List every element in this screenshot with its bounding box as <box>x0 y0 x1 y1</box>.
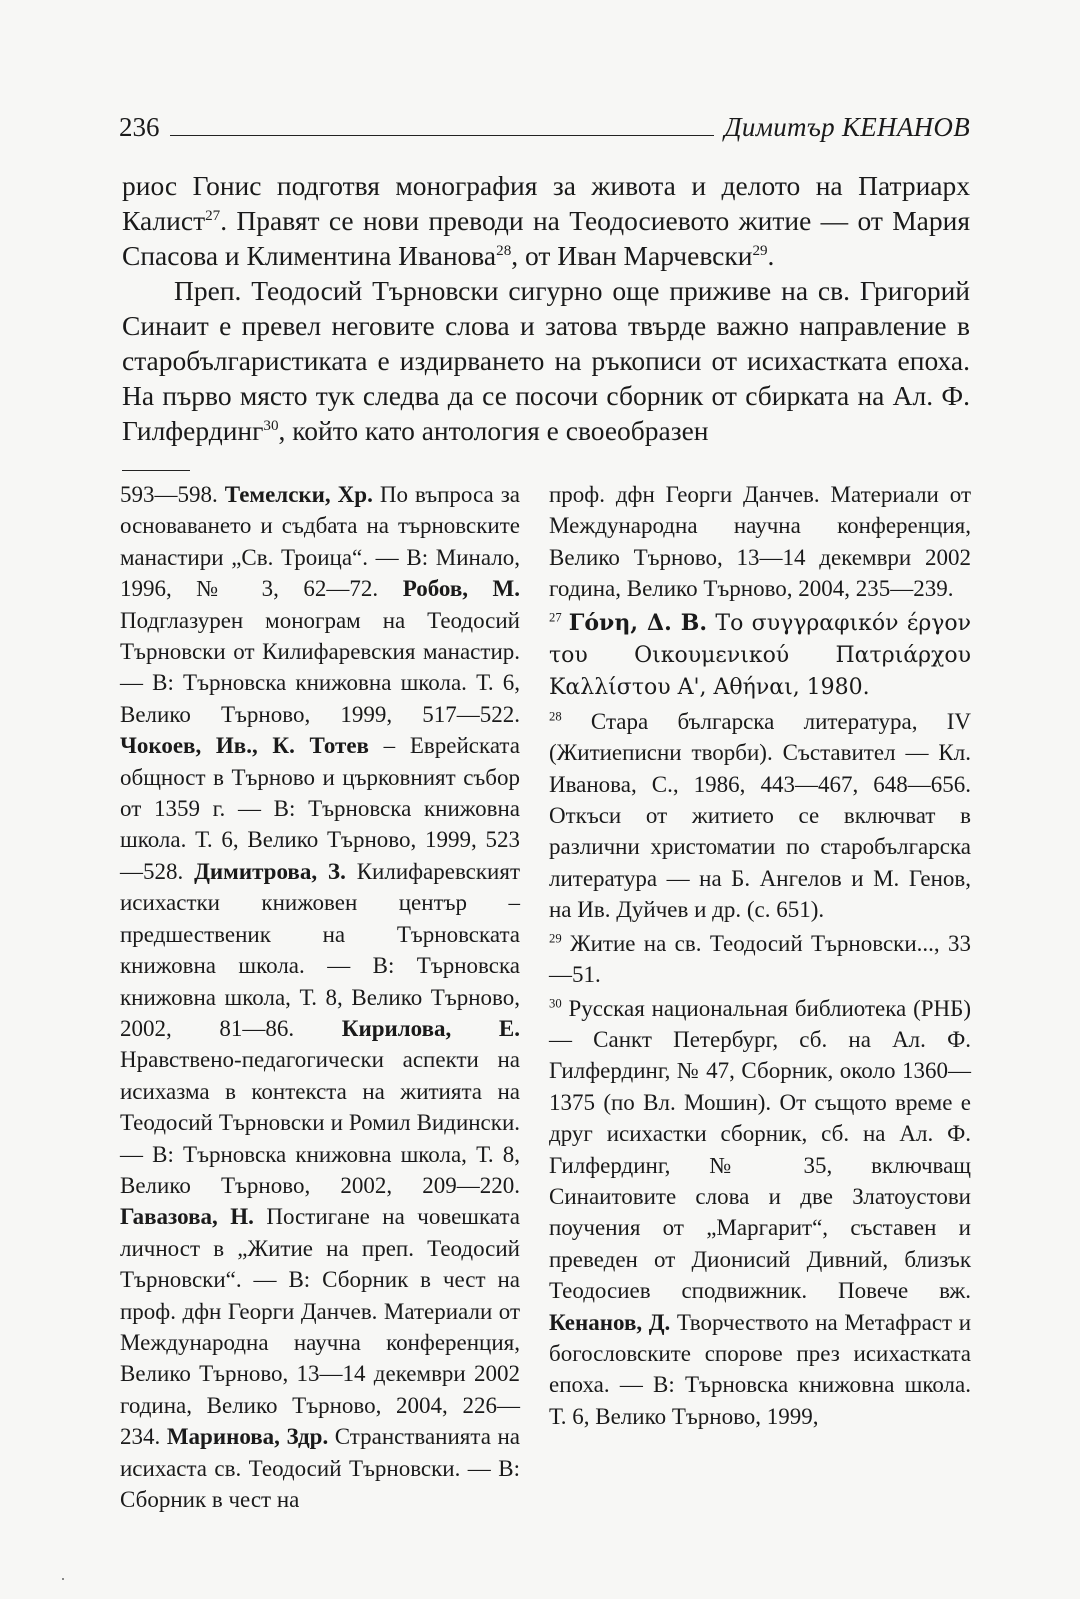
text-run: , от Иван Марчевски <box>511 240 753 271</box>
text-run: Постигане на човешката личност в „Житие на преп. Теодосий Търновски“. — В: Сборник в чест на проф. дфн Георги Данчев. Материали от Международна научна конференция, Велико Търново, 13—14 декември 2002 година, Велико Търново, 2004, 226—234. <box>120 1204 520 1450</box>
text-run: Творчеството на Метафраст и богословските спорове през исихастката епоха. — В: Търновска книжовна школа. Т. 6, Велико Търново, 1999, <box>549 1309 972 1429</box>
running-head: Димитър КЕНАНОВ <box>724 112 970 142</box>
author-name: Робов, М. <box>402 576 521 602</box>
text-run: . <box>767 240 775 271</box>
footnote-ref-27: 27 <box>205 207 221 224</box>
footnote-28 <box>549 706 971 926</box>
author-name: Γόνη, Δ. Β. <box>568 609 708 636</box>
author-name: Димитрова, З. <box>194 858 346 884</box>
text-run: Стара българска литература, IV (Житиеписни творби). Съставител — Кл. Иванова, С., 1986, 443—467, 648—656. Откъси от житието се включват в различни христоматии по старобългарска литература — на Б. Ангелов и М. Генов, на Ив. Дуйчев и др. (с. 651). <box>549 708 971 923</box>
text-run: Странстванията на исихаста св. Теодосий Търновски. — В: Сборник в чест на <box>120 1424 520 1512</box>
text-run: Το συγγραφικόν έργον του Οικουμενικού Πατριάρχου Καλλίστου Α', Αθήναι, 1980. <box>549 610 972 701</box>
author-name: Чокоев, Ив., К. Тотев <box>120 733 369 759</box>
text-run: Подглазурен монограм на Теодосий Търновски от Килифаревския манастир. — В: Търновска книжовна школа. Т. 6, Велико Търново, 1999, 517—522. <box>120 607 520 727</box>
footnote-29 <box>549 928 971 991</box>
header-rule <box>170 135 715 136</box>
author-name: Кирилова, Е. <box>341 1015 520 1041</box>
author-name: Маринова, Здр. <box>166 1424 329 1450</box>
text-run: По въпроса за основаването и съдбата на търновските манастири „Св. Троица“. — В: Минало, 1996, № 3, 62—72. <box>120 482 520 602</box>
paragraph-1 <box>122 168 970 273</box>
footnote-number: 29 <box>549 931 562 946</box>
scan-speck <box>62 1578 64 1580</box>
text-run: – Еврейската общност в Търново и църковният събор от 1359 г. — В: Търновска книжовна школа. Т. 6, Велико Търново, 1999, 523—528. <box>120 733 520 884</box>
footnote-27 <box>549 607 971 704</box>
footnotes-right-column <box>549 479 971 1432</box>
text-run: Житие на св. Теодосий Търновски..., 33—51. <box>549 930 971 988</box>
footnote-rule <box>122 470 190 471</box>
footnote-number: 28 <box>549 709 562 724</box>
footnote-continuation <box>120 479 520 1515</box>
text-run: 593—598. <box>120 482 225 507</box>
footnote-ref-30: 30 <box>263 417 279 434</box>
author-name: Темелски, Хр. <box>224 482 373 507</box>
paragraph-2 <box>122 273 970 448</box>
author-name: Кенанов, Д. <box>549 1309 671 1335</box>
main-text <box>122 168 970 448</box>
author-name: Гавазова, Н. <box>120 1204 254 1230</box>
footnote-ref-28: 28 <box>496 242 512 259</box>
text-run: Русская национальная библиотека (РНБ) — Санкт Петербург, сб. на Ал. Ф. Гилфердинг, № 47, Сборник, около 1360—1375 (по Вл. Мошин). От същото време е друг исихастки сборник, сб. на Ал. Ф. Гилфердинг, № 35, включващ Синаитовите слова и две Златоустови поучения от „Маргарит“, съставен и преведен от Дионисий Дивний, близък Теодосиев сподвижник. Повече вж. <box>549 995 971 1304</box>
footnote-number: 27 <box>549 609 562 624</box>
text-run: Преп. Теодосий Търновски сигурно още приживе на св. Григорий Синаит е превел неговите слова и затова твърде важно направление в старобългаристиката е издирването на ръкописи от исихастката епоха. На първо място тук следва да се посочи сборник от сбирката на Ал. Ф. Гилфердинг <box>122 275 970 446</box>
text-run: риос Гонис подготвя монография за живота и делото на Патриарх Калист <box>122 170 970 236</box>
footnote-number: 30 <box>549 995 562 1010</box>
text-run: . Правят се нови преводи на Теодосиевото житие — от Мария Спасова и Климентина Иванова <box>122 205 970 271</box>
footnote-continuation: проф. дфн Георги Данчев. Материали от Международна научна конференция, Велико Търново, 13—14 декември 2002 година, Велико Търново, 2004, 235—239. <box>549 482 971 602</box>
footnote-30 <box>549 993 971 1433</box>
text-run: Килифаревският исихастки книжовен център – предшественик на Търновската книжовна школа. — В: Търновска книжовна школа, Т. 8, Велико Търново, 2002, 81—86. <box>120 858 520 1041</box>
page-number: 236 <box>119 112 160 142</box>
text-run: Нравствено-педагогически аспекти на исихазма в контекста на житията на Теодосий Търновски и Ромил Видински. — В: Търновска книжовна школа, Т. 8, Велико Търново, 2002, 209—220. <box>120 1047 520 1198</box>
footnotes-left-column <box>120 479 520 1515</box>
text-run: , който като антология е своеобразен <box>278 415 709 446</box>
page-header <box>119 102 970 142</box>
footnote-ref-29: 29 <box>752 242 768 259</box>
